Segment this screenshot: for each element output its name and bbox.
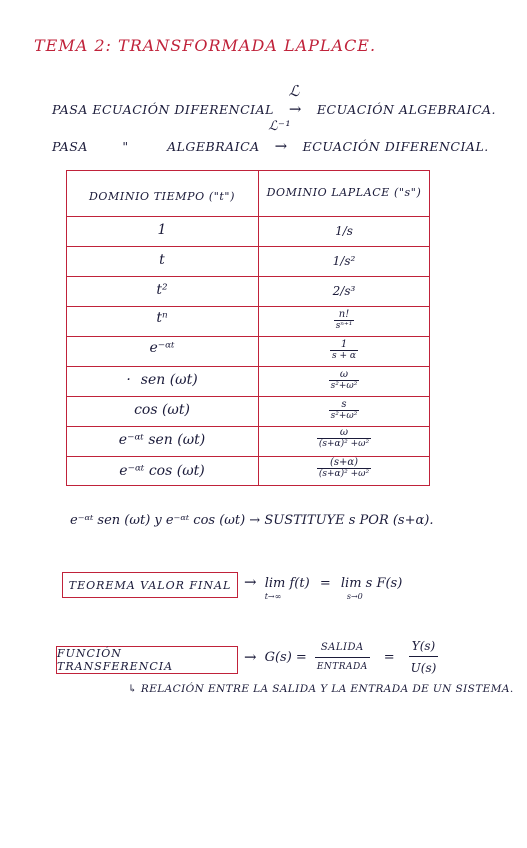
- transfer-eq: =: [383, 649, 395, 665]
- table-divider: [66, 276, 430, 277]
- fraction: [329, 370, 360, 391]
- fraction-denominator: (s+α)² +ω²: [318, 439, 370, 449]
- transfer-num-1: SALIDA: [320, 641, 364, 653]
- fraction: [315, 643, 370, 672]
- transfer-function-formula: [244, 632, 438, 682]
- rule-1-left: PASA ECUACIÓN DIFERENCIAL: [52, 102, 274, 117]
- table-cell-laplace: [258, 370, 430, 391]
- rule-2-left2: ALGEBRAICA: [167, 139, 260, 154]
- fraction: [409, 640, 439, 674]
- fraction: [329, 400, 360, 421]
- transfer-den-1: ENTRADA: [315, 657, 370, 672]
- table-cell-laplace: 1/s²: [332, 254, 356, 268]
- table-divider: [66, 216, 430, 217]
- final-value-rhs-sub: s→0: [346, 592, 363, 601]
- final-value-eq: =: [319, 576, 331, 591]
- page-title: TEMA 2: TRANSFORMADA LAPLACE.: [34, 36, 377, 55]
- table-divider: [66, 306, 430, 307]
- table-cell-time: t: [159, 252, 165, 268]
- ditto-mark: ": [122, 139, 129, 154]
- fraction-numerator: ω: [339, 427, 349, 438]
- table-cell-laplace: 2/s³: [332, 284, 356, 298]
- transfer-function-note: ↳ RELACIÓN ENTRE LA SALIDA Y LA ENTRADA DE UN SISTEMA.: [128, 683, 514, 695]
- transfer-num-2: Y(s): [411, 639, 436, 653]
- inverse-laplace-symbol: ℒ⁻¹: [268, 119, 292, 134]
- rule-2-left: PASA: [52, 139, 88, 154]
- table-cell-time: e⁻ᵅᵗ: [149, 340, 175, 356]
- header-laplace-domain: DOMINIO LAPLACE ("s"): [266, 186, 422, 199]
- table-cell-laplace: 1/s: [335, 224, 353, 238]
- arrow-icon: →: [274, 137, 288, 155]
- table-cell-time: cos (ωt): [134, 402, 190, 418]
- table-cell-time-text: sen (ωt): [140, 372, 198, 388]
- rule-line-1: [52, 82, 497, 118]
- arrow-icon: →: [244, 573, 257, 591]
- bullet-dot: ·: [126, 372, 131, 388]
- transfer-function-box: FUNCIÓN TRANSFERENCIA: [56, 646, 238, 674]
- final-value-lhs: lim f(t): [264, 576, 310, 591]
- table-divider: [66, 246, 430, 247]
- fraction-numerator: (s+α): [329, 457, 359, 468]
- fraction-denominator: s + α: [332, 351, 356, 361]
- laplace-table: [66, 170, 436, 490]
- table-cell-laplace: [258, 400, 430, 421]
- table-cell-time: t²: [156, 282, 168, 298]
- fraction-numerator: 1: [340, 339, 348, 350]
- fraction-denominator: s²+ω²: [330, 381, 358, 391]
- table-cell-time: e⁻ᵅᵗ cos (ωt): [119, 463, 205, 479]
- table-cell-time: tⁿ: [156, 310, 168, 326]
- table-cell-laplace: [258, 340, 430, 361]
- rule-1-right: ECUACIÓN ALGEBRAICA.: [316, 102, 497, 117]
- table-cell-laplace: [258, 310, 430, 331]
- rule-2-right: ECUACIÓN DIFERENCIAL.: [302, 139, 489, 154]
- table-divider: [66, 396, 430, 397]
- table-cell-time: e⁻ᵅᵗ sen (ωt): [118, 432, 206, 448]
- fraction: [334, 310, 355, 331]
- fraction: [317, 428, 371, 449]
- fraction-denominator: s²+ω²: [330, 411, 358, 421]
- fraction-numerator: n!: [338, 309, 350, 320]
- header-time-domain: DOMINIO TIEMPO ("t"): [89, 190, 235, 203]
- arrow-icon: →: [244, 648, 257, 666]
- arrow-icon: →: [288, 100, 302, 118]
- rule-line-2: [52, 119, 489, 155]
- fraction-numerator: ω: [339, 369, 349, 380]
- table-divider: [66, 366, 430, 367]
- fraction: [330, 340, 358, 361]
- final-value-theorem-box: TEOREMA VALOR FINAL: [62, 572, 238, 598]
- final-value-rhs: lim s F(s): [340, 576, 403, 591]
- table-cell-time: 1: [157, 222, 167, 238]
- transfer-lhs: G(s) =: [264, 649, 307, 665]
- fraction-denominator: sⁿ⁺¹: [335, 321, 353, 331]
- fraction-denominator: (s+α)² +ω²: [318, 469, 370, 479]
- fraction: [317, 458, 371, 479]
- table-cell-laplace: [258, 458, 430, 479]
- transfer-den-2: U(s): [409, 656, 439, 674]
- substitution-note: e⁻ᵅᵗ sen (ωt) y e⁻ᵅᵗ cos (ωt) → SUSTITUYE s POR (s+α).: [70, 513, 434, 528]
- table-divider: [66, 336, 430, 337]
- table-divider: [66, 426, 430, 427]
- fraction-numerator: s: [341, 399, 347, 410]
- table-cell-laplace: [258, 428, 430, 449]
- laplace-symbol: ℒ: [288, 82, 300, 100]
- final-value-lhs-sub: t→∞: [264, 592, 282, 601]
- table-cell-time: [66, 372, 258, 388]
- final-value-formula: [244, 573, 403, 601]
- table-divider: [66, 456, 430, 457]
